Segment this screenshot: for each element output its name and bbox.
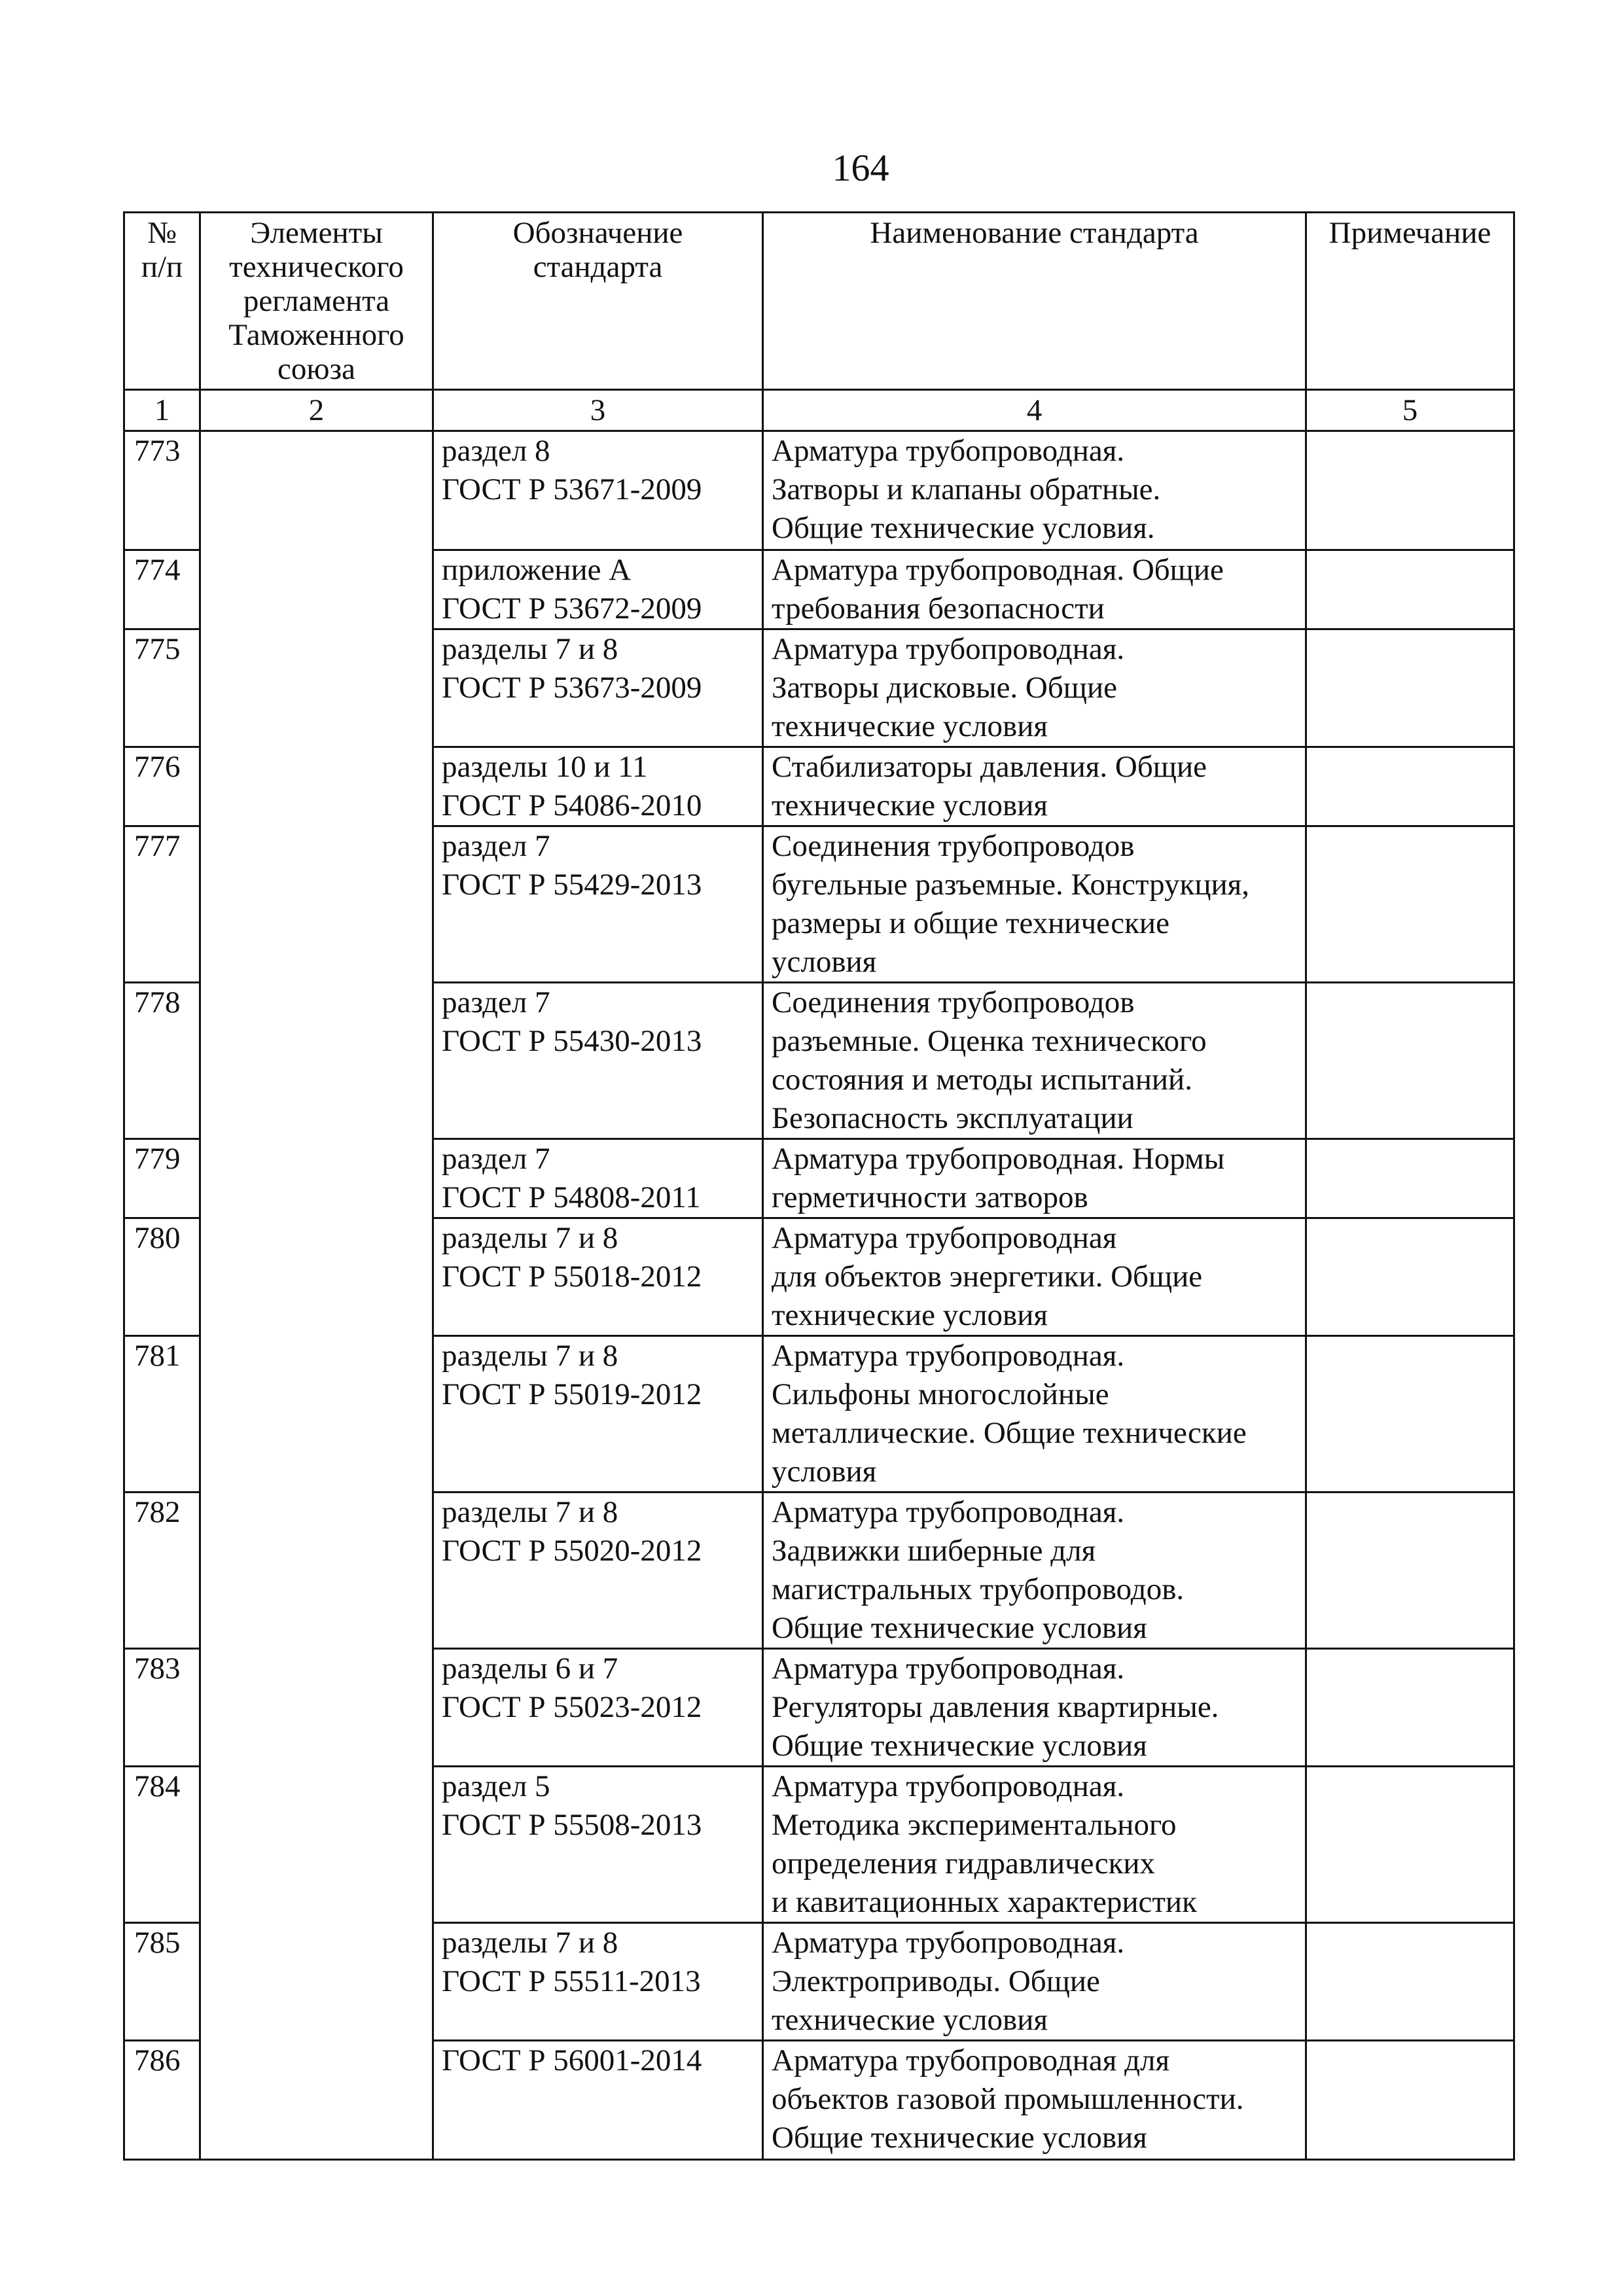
standard-designation: раздел 5 ГОСТ Р 55508-2013 (433, 1767, 763, 1923)
row-number: 780 (124, 1218, 200, 1336)
note-cell (1306, 629, 1514, 747)
standard-name: Арматура трубопроводная. Нормы герметичности затворов (763, 1139, 1306, 1218)
note-cell (1306, 983, 1514, 1139)
row-number: 783 (124, 1649, 200, 1767)
standard-designation: приложение А ГОСТ Р 53672-2009 (433, 550, 763, 629)
row-number: 776 (124, 747, 200, 826)
note-cell (1306, 747, 1514, 826)
row-number: 781 (124, 1336, 200, 1492)
column-number: 4 (763, 390, 1306, 431)
standards-table (123, 211, 1515, 2161)
standard-designation: раздел 8 ГОСТ Р 53671-2009 (433, 431, 763, 550)
note-cell (1306, 1492, 1514, 1649)
note-cell (1306, 1139, 1514, 1218)
note-cell (1306, 1767, 1514, 1923)
page-number: 164 (832, 147, 889, 189)
standard-name: Соединения трубопроводов бугельные разъемные. Конструкция, размеры и общие технические условия (763, 826, 1306, 983)
row-number: 784 (124, 1767, 200, 1923)
note-cell (1306, 550, 1514, 629)
standard-name: Арматура трубопроводная. Электроприводы. Общие технические условия (763, 1923, 1306, 2041)
row-number: 775 (124, 629, 200, 747)
row-number: 773 (124, 431, 200, 550)
standard-name: Арматура трубопроводная. Задвижки шиберные для магистральных трубопроводов. Общие технические условия (763, 1492, 1306, 1649)
column-numbers-row (124, 390, 1514, 431)
note-cell (1306, 826, 1514, 983)
row-number: 774 (124, 550, 200, 629)
column-number: 3 (433, 390, 763, 431)
standard-designation: раздел 7 ГОСТ Р 55429-2013 (433, 826, 763, 983)
note-cell (1306, 1336, 1514, 1492)
row-number: 785 (124, 1923, 200, 2041)
note-cell (1306, 1923, 1514, 2041)
standard-designation: разделы 7 и 8 ГОСТ Р 55018-2012 (433, 1218, 763, 1336)
table-row (124, 431, 1514, 550)
row-number: 779 (124, 1139, 200, 1218)
elements-merged-cell (200, 431, 433, 2160)
row-number: 778 (124, 983, 200, 1139)
row-number: 777 (124, 826, 200, 983)
standard-designation: раздел 7 ГОСТ Р 55430-2013 (433, 983, 763, 1139)
note-cell (1306, 1649, 1514, 1767)
standard-designation: разделы 7 и 8 ГОСТ Р 53673-2009 (433, 629, 763, 747)
standard-designation: разделы 10 и 11 ГОСТ Р 54086-2010 (433, 747, 763, 826)
standard-name: Арматура трубопроводная. Общие требования безопасности (763, 550, 1306, 629)
note-cell (1306, 431, 1514, 550)
column-number: 2 (200, 390, 433, 431)
standard-name: Арматура трубопроводная. Регуляторы давления квартирные. Общие технические условия (763, 1649, 1306, 1767)
note-cell (1306, 1218, 1514, 1336)
header-standard-name: Наименование стандарта (763, 213, 1306, 390)
note-cell (1306, 2041, 1514, 2160)
standard-name: Арматура трубопроводная. Затворы дисковые. Общие технические условия (763, 629, 1306, 747)
header-elements: Элементы технического регламента Таможенного союза (200, 213, 433, 390)
standard-name: Арматура трубопроводная. Сильфоны многослойные металлические. Общие технические условия (763, 1336, 1306, 1492)
standard-name: Арматура трубопроводная для объектов газовой промышленности. Общие технические условия (763, 2041, 1306, 2160)
standard-name: Арматура трубопроводная. Затворы и клапаны обратные. Общие технические условия. (763, 431, 1306, 550)
row-number: 782 (124, 1492, 200, 1649)
standard-designation: ГОСТ Р 56001-2014 (433, 2041, 763, 2160)
standard-designation: разделы 7 и 8 ГОСТ Р 55019-2012 (433, 1336, 763, 1492)
standard-designation: разделы 7 и 8 ГОСТ Р 55020-2012 (433, 1492, 763, 1649)
row-number: 786 (124, 2041, 200, 2160)
standard-name: Стабилизаторы давления. Общие технические условия (763, 747, 1306, 826)
standard-designation: раздел 7 ГОСТ Р 54808-2011 (433, 1139, 763, 1218)
standard-name: Арматура трубопроводная. Методика экспериментального определения гидравлических и кавитационных характеристик (763, 1767, 1306, 1923)
standard-name: Соединения трубопроводов разъемные. Оценка технического состояния и методы испытаний. Безопасность эксплуатации (763, 983, 1306, 1139)
header-note: Примечание (1306, 213, 1514, 390)
standard-designation: разделы 7 и 8 ГОСТ Р 55511-2013 (433, 1923, 763, 2041)
column-number: 5 (1306, 390, 1514, 431)
standard-name: Арматура трубопроводная для объектов энергетики. Общие технические условия (763, 1218, 1306, 1336)
standard-designation: разделы 6 и 7 ГОСТ Р 55023-2012 (433, 1649, 763, 1767)
header-number: № п/п (124, 213, 200, 390)
table-header-row (124, 213, 1514, 390)
column-number: 1 (124, 390, 200, 431)
header-designation: Обозначение стандарта (433, 213, 763, 390)
